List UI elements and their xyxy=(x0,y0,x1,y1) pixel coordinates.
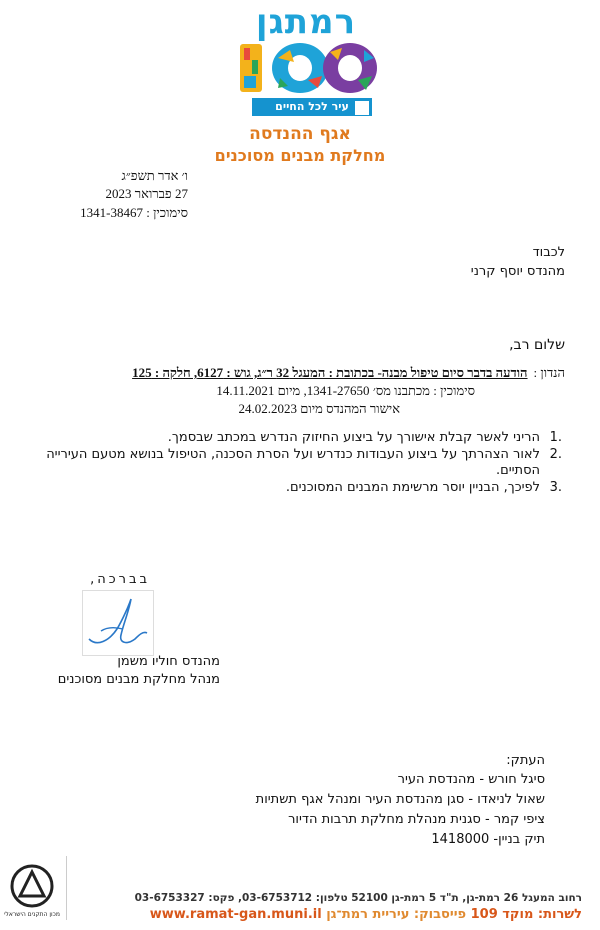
footer-contact-line xyxy=(150,907,582,922)
standards-caption: מכון התקנים הישראלי xyxy=(4,911,60,918)
recipient-name: מהנדס יוסף קרני xyxy=(470,264,565,279)
item-number: .2 xyxy=(549,447,562,462)
logo-city-name: רמתגן xyxy=(255,2,357,42)
cc-line: ציפי קמר - סגנית מנהלת מחלקת תרבות הדיור xyxy=(288,812,545,827)
hebrew-date: ו׳ אדר תשפ״ג xyxy=(121,168,188,183)
cc-line: סיגל חורש - מהנדסת העיר xyxy=(397,772,545,787)
item-text: לפיכך, הבניין יוסר מרשימת המבנים המסוכנים. xyxy=(285,480,540,495)
logo-100-digits xyxy=(238,40,378,96)
subject-line xyxy=(132,365,565,381)
numbered-items xyxy=(42,430,562,497)
city-emblem-icon xyxy=(354,100,370,116)
cc-line: תיק בניין- 1418000 xyxy=(431,832,545,847)
department-subtitle: מחלקת מבנים מסוכנים xyxy=(214,146,386,165)
subject-approval: אישור המהנדס מיום 24.02.2023 xyxy=(238,401,400,416)
list-item xyxy=(42,447,562,479)
cc-label: העתק: xyxy=(506,753,545,768)
department-title: אגף ההנדסה xyxy=(249,124,351,144)
recipient-label: לכבוד xyxy=(532,245,565,260)
handwritten-signature xyxy=(82,590,154,656)
item-text: לאור הצהרתך על ביצוע העבודות כנדרש ועל הסרת הסכנה, הטיפול בנושא מטעם העירייה הסתיים. xyxy=(46,447,540,478)
signer-name: מהנדס חוליו משמן xyxy=(117,654,220,669)
footer-address: רחוב המעגל 26 רמת-גן, ת"ד 5 רמת-גן 52100 טלפון: 03-6753712, פקס: 03-6753327 xyxy=(134,892,582,904)
reference-number: סימוכין : 1341-38467 xyxy=(80,205,188,220)
list-item xyxy=(42,480,562,496)
footer-website-link[interactable]: www.ramat-gan.muni.il xyxy=(149,907,322,922)
gregorian-date: 27 פברואר 2023 xyxy=(105,186,188,201)
footer-service-label: לשרות: מוקד 109 xyxy=(470,907,582,922)
standards-institute-logo xyxy=(2,856,67,920)
item-number: .1 xyxy=(549,430,562,445)
greeting: שלום רב, xyxy=(509,337,565,353)
list-item xyxy=(42,430,562,446)
ramat-gan-100-logo xyxy=(232,4,380,118)
logo-tagline: עיר לכל החיים xyxy=(252,98,372,116)
signer-title: מנהל מחלקת מבנים מסוכנים xyxy=(57,672,220,687)
item-number: .3 xyxy=(549,480,562,495)
closing-regards: בברכה, xyxy=(90,572,150,587)
footer-facebook-link[interactable]: פייסבוק: עיריית רמת־גן xyxy=(326,907,467,922)
subject-label: הנדון : xyxy=(533,365,565,380)
item-text: הריני לאשר קבלת אישורך על ביצוע החיזוק הנדרש במכתב שבסמך. xyxy=(167,430,540,445)
subject-text: הודעה בדבר סיום טיפול מבנה- בכתובת : המעגל 32 ר״ג, גוש : 6127, חלקה : 125 xyxy=(132,365,528,380)
cc-line: שאול לניאדו - סגן מהנדסת העיר ומנהל אגף תשתיות xyxy=(255,792,545,807)
subject-reference: סימוכין : מכתבנו מס׳ 1341-27650, מיום 14.11.2021 xyxy=(216,383,475,398)
